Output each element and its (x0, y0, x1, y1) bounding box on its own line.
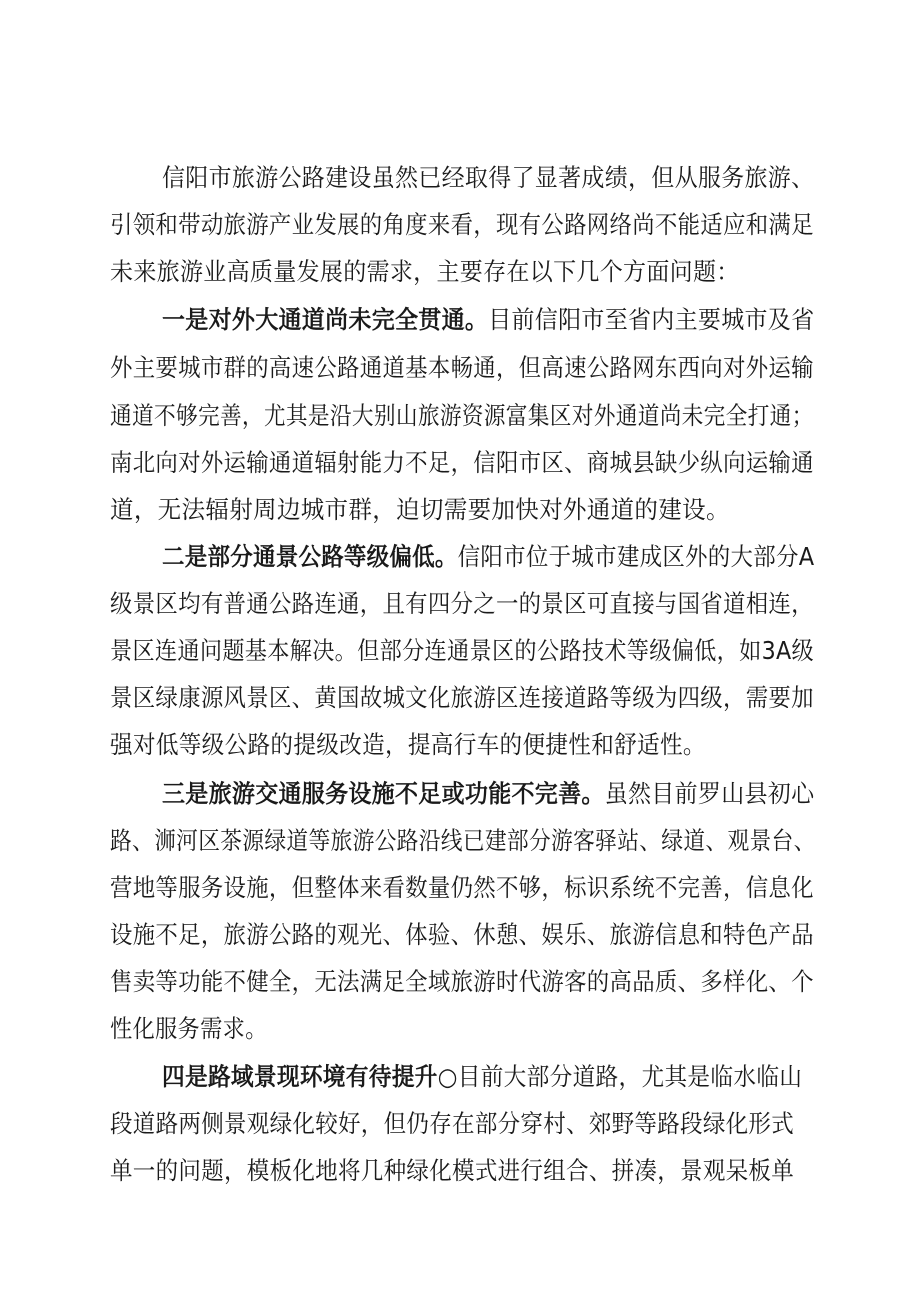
body-text-span: 段道路两侧景观绿化较好，但仍存在部分穿村、郊野等路段绿化形式 (110, 1109, 795, 1138)
body-text-span: 景区连通问题基本解决。但部分连通景区的公路技术等级偏低，如3A级 (110, 636, 814, 665)
body-text-span: 路、浉河区茶源绿道等旅游公路沿线已建部分游客驿站、绿道、观景台、 (110, 826, 816, 855)
text-line (110, 1107, 794, 1141)
body-text-span: 级景区均有普通公路连通，且有四分之一的景区可直接与国省道相连， (110, 589, 814, 618)
body-text-span: 外主要城市群的高速公路通道基本畅通，但高速公路网东西向对外运输 (110, 353, 814, 382)
body-text-span: 道，无法辐射周边城市群，迫切需要加快对外通道的建设。 (110, 495, 730, 524)
body-text-span: 目前信阳市至省内主要城市及省 (488, 305, 815, 334)
body-text-span: 强对低等级公路的提级改造，提高行车的便捷性和舒适性。 (110, 730, 706, 759)
body-text-span: 单一的问题，模板化地将几种绿化模式进行组合、拼凑，景观呆板单 (110, 1156, 795, 1185)
text-line (110, 965, 814, 999)
text-line (110, 824, 816, 858)
body-text-span: 售卖等功能不健全，无法满足全域旅游时代游客的高品质、多样化、个 (110, 967, 814, 996)
text-line (110, 728, 706, 762)
text-line (162, 161, 814, 195)
body-text-span: 设施不足，旅游公路的观光、体验、休憩、娱乐、旅游信息和特色产品 (110, 920, 814, 949)
text-line (110, 871, 814, 905)
bold-heading-text: 二是部分通景公路等级偏低。 (162, 542, 458, 571)
text-line (110, 493, 730, 527)
text-line (110, 255, 740, 289)
text-line (110, 918, 814, 952)
body-text-span: ○目前大部分道路，尤其是临水临山 (437, 1062, 803, 1091)
text-line (110, 208, 814, 242)
body-text-span: 引领和带动旅游产业发展的角度来看，现有公路网络尚不能适应和满足 (110, 210, 814, 239)
body-text-span: 虽然目前罗山县初心 (604, 779, 815, 808)
body-text-span: 营地等服务设施，但整体来看数量仍然不够，标识系统不完善，信息化 (110, 873, 814, 902)
text-line (110, 1154, 794, 1188)
text-line (110, 634, 814, 668)
text-line (110, 587, 814, 621)
text-line (162, 303, 814, 337)
text-line (162, 540, 814, 574)
body-text-span: 信阳市旅游公路建设虽然已经取得了显著成绩，但从服务旅游、 (162, 163, 815, 192)
body-text-span: 性化服务需求。 (110, 1014, 268, 1043)
text-line (110, 446, 814, 480)
body-text-span: 南北向对外运输通道辐射能力不足，信阳市区、商城县缺少纵向运输通 (110, 448, 814, 477)
bold-heading-text: 一是对外大通道尚未完全贯通。 (162, 305, 489, 334)
bold-heading-text: 四是路域景现环境有待提升 (162, 1062, 438, 1091)
body-text-span: 未来旅游业高质量发展的需求，主要存在以下几个方面问题： (110, 257, 740, 286)
body-text-span: 信阳市位于城市建成区外的大部分A (457, 542, 815, 571)
text-line (110, 351, 814, 385)
text-line (110, 399, 814, 433)
text-line (110, 681, 814, 715)
body-text-span: 景区绿康源风景区、黄国故城文化旅游区连接道路等级为四级，需要加 (110, 683, 814, 712)
text-line (162, 1060, 802, 1094)
text-line (162, 777, 814, 811)
body-text-span: 通道不够完善，尤其是沿大别山旅游资源富集区对外通道尚未完全打通； (110, 401, 814, 430)
bold-heading-text: 三是旅游交通服务设施不足或功能不完善。 (162, 779, 605, 808)
text-line (110, 1012, 268, 1046)
